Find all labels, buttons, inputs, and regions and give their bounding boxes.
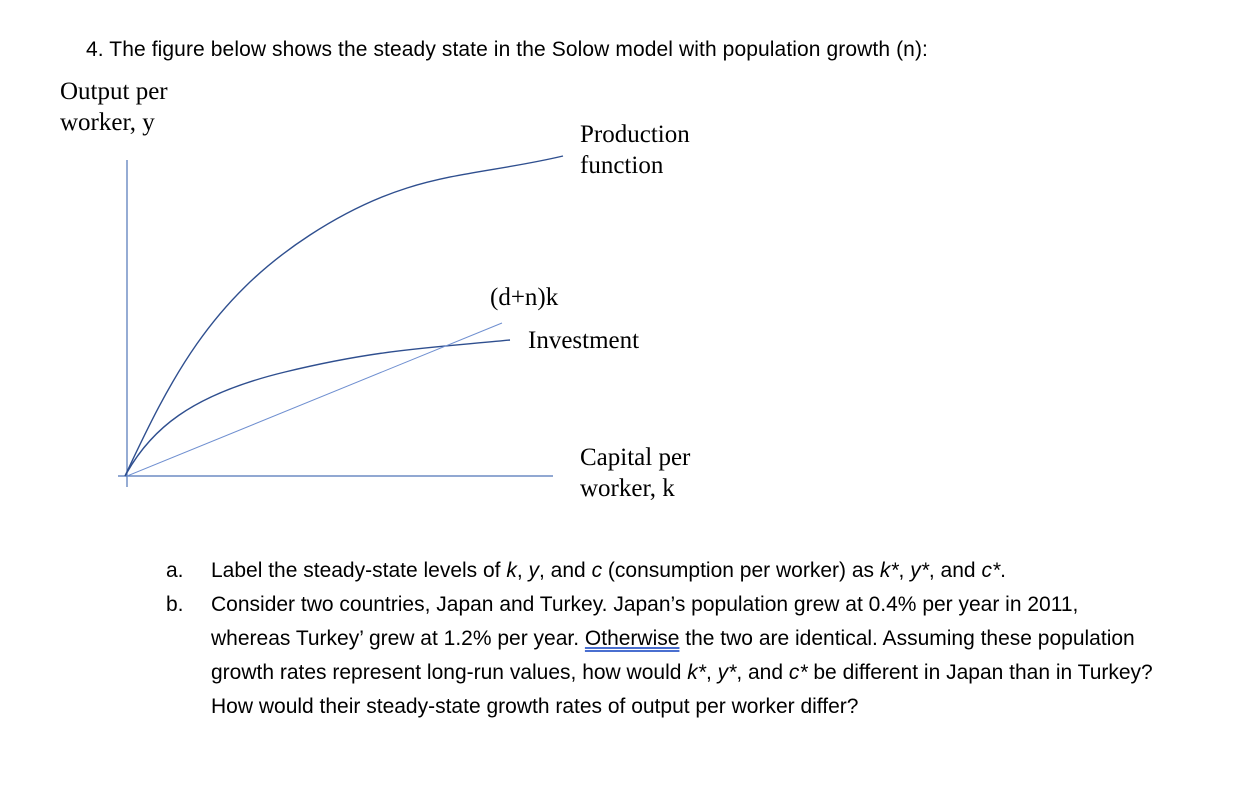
question-a-marker: a. (166, 559, 184, 582)
x-axis-label-line1: Capital per (580, 444, 691, 471)
investment-label: Investment (528, 327, 640, 354)
question-a-text: Label the steady-state levels of k, y, and c (consumption per worker) as k*, y*, and c*. (211, 559, 1006, 582)
question-b-marker: b. (166, 593, 184, 616)
production-function-curve (125, 156, 563, 476)
question-a (166, 554, 1156, 588)
x-axis-label (580, 442, 690, 504)
y-axis-label-line1: Output per (60, 78, 168, 105)
y-axis-label-line2: worker, y (60, 109, 155, 136)
production-label-line1: Production (580, 121, 690, 148)
depreciation-line (127, 323, 502, 476)
question-b-text: Consider two countries, Japan and Turkey. Japan’s population grew at 0.4% per year in 2011, whereas Turkey’ grew at 1.2% per year. Otherwise the two are identical. Assuming these population growth rates represent long-run values, how would k*, y*, and c* be different in Japan than in Turkey? How would their steady-state growth rates of output per worker differ? (211, 593, 1153, 718)
investment-curve (125, 340, 510, 476)
spellcheck-underlined-word: Otherwise (584, 627, 680, 650)
depreciation-label: (d+n)k (490, 284, 559, 311)
production-function-label (580, 119, 690, 181)
x-axis-label-line2: worker, k (580, 475, 675, 502)
question-b (166, 588, 1156, 724)
production-label-line2: function (580, 152, 664, 179)
question-list (166, 554, 1156, 724)
question-heading: 4. The figure below shows the steady state in the Solow model with population growth (n): (86, 38, 928, 61)
